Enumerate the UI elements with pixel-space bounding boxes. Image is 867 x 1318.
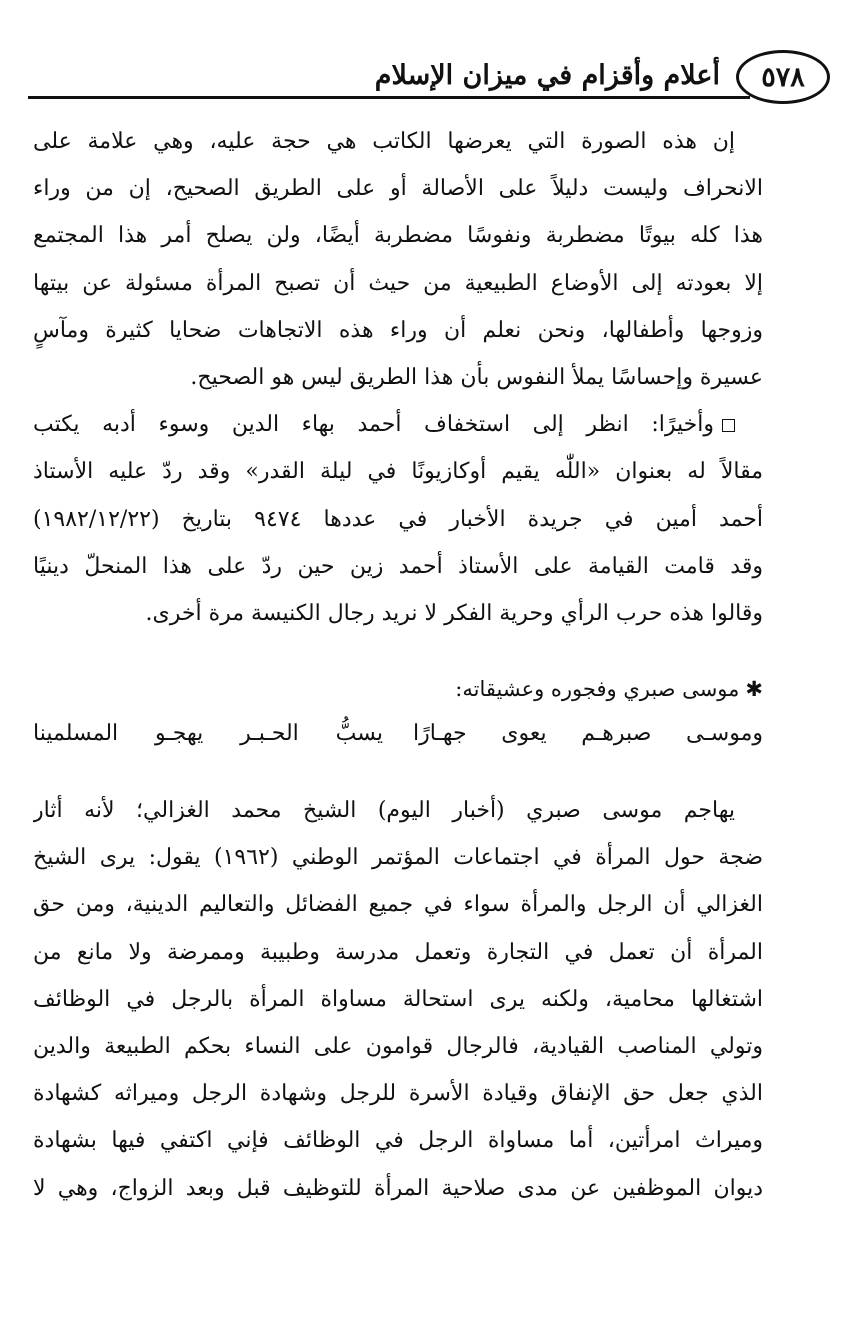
text-line: وقالوا هذه حرب الرأي وحرية الفكر لا نريد رجال الكنيسة مرة أخرى.: [145, 600, 763, 626]
text-line: عسيرة وإحساسًا يملأ النفوس بأن هذا الطريق ليس هو الصحيح.: [190, 364, 763, 390]
text-line: أحمد أمين في جريدة الأخبار في عددها ٩٤٧٤ بتاريخ (١٩٨٢/١٢/٢٢): [33, 506, 763, 532]
text-line: اشتغالها محامية، ولكنه يرى استحالة مساواة المرأة بالرجل في الوظائف: [33, 986, 763, 1012]
text-line-content: وأخيرًا: انظر إلى استخفاف أحمد بهاء الدين وسوء أدبه يكتب: [33, 412, 714, 438]
text-line: وقد قامت القيامة على الأستاذ أحمد زين حين ردّ على هذا المنحلّ دينيًا: [33, 553, 763, 579]
text-line: وميراث امرأتين، أما مساواة الرجل في الوظائف فإني اكتفي فيها بشهادة: [33, 1128, 763, 1154]
text-line: وزوجها وأطفالها، ونحن نعلم أن وراء هذه الاتجاهات ضحايا كثيرة ومآسٍ: [33, 317, 763, 343]
poem-verse: [33, 709, 763, 759]
text-line: ضجة حول المرأة في اجتماعات المؤتمر الوطني (١٩٦٢) يقول: يرى الشيخ: [33, 845, 763, 871]
header-rule: [28, 96, 750, 99]
text-line: الذي جعل حق الإنفاق وقيادة الأسرة للرجل وشهادة الرجل وميراثه كشهادة: [33, 1081, 763, 1107]
spacer: [33, 759, 763, 787]
poem-first-hemistich: وموسـى صبرهـم يعوى جهـارًا: [413, 721, 763, 747]
text-line: ديوان الموظفين عن مدى صلاحية المرأة للتوظيف قبل وبعد الزواج، وهي لا: [33, 1175, 763, 1201]
text-line: [33, 401, 763, 448]
text-line: المرأة أن تعمل في التجارة وتعمل مدرسة وطبيبة وممرضة ولا مانع من: [33, 939, 763, 965]
text-line: الانحراف وليست دليلاً على الأصالة أو على الطريق الصحيح، إن من وراء: [33, 176, 763, 202]
text-line: هذا كله بيوتًا مضطربة ونفوسًا مضطربة أيضًا، ولن يصلح أمر هذا المجتمع: [33, 223, 763, 249]
checkbox-bullet-icon: [722, 419, 735, 432]
section-spacer: [33, 637, 763, 669]
section-heading: [33, 669, 763, 709]
text-line: وتولي المناصب القيادية، فالرجال قوامون على النساء بحكم الطبيعة والدين: [33, 1034, 763, 1059]
text-line: الغزالي أن الرجل والمرأة سواء في جميع الفضائل والتعاليم الدينية، ومن حق: [33, 892, 763, 918]
page-number: ٥٧٨: [736, 50, 830, 104]
running-title: أعلام وأقزام في ميزان الإسلام: [374, 60, 720, 91]
text-line: مقالاً له بعنوان «اللّٰه يقيم أوكازيونًا في ليلة القدر» وقد ردّ عليه الأستاذ: [33, 459, 763, 485]
poem-second-hemistich: يسبُّ الحـبـر يهجـو المسلمينا: [33, 721, 383, 747]
paragraph-1: [33, 118, 763, 401]
paragraph-2: [33, 401, 763, 637]
page-header: [28, 46, 840, 110]
text-line: إلا بعودته إلى الأوضاع الطبيعية من حيث أن تصبح المرأة مسئولة عن بيتها: [33, 270, 763, 296]
section-heading-text: موسى صبري وفجوره وعشيقاته:: [455, 677, 740, 702]
asterisk-icon: ✱: [745, 677, 763, 702]
paragraph-3: [33, 787, 763, 1212]
text-line: إن هذه الصورة التي يعرضها الكاتب هي حجة عليه، وهي علامة على: [33, 129, 735, 154]
page-body: [33, 118, 763, 1212]
text-line: يهاجم موسى صبري (أخبار اليوم) الشيخ محمد الغزالي؛ لأنه أثار: [33, 798, 735, 824]
